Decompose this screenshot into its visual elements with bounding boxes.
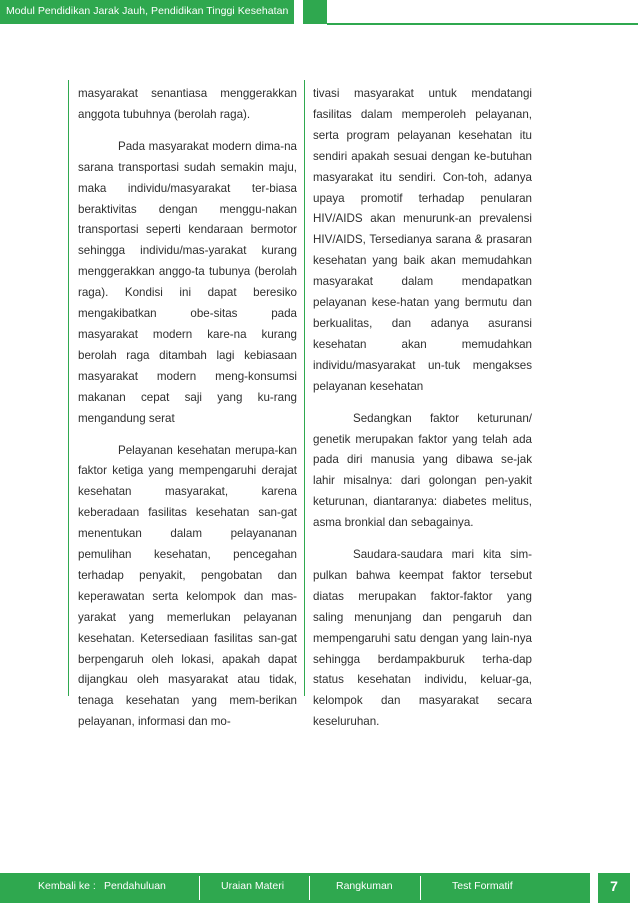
footer-separator	[199, 876, 200, 900]
module-title: Modul Pendidikan Jarak Jauh, Pendidikan Tinggi Kesehatan	[6, 5, 289, 17]
nav-link-pendahuluan[interactable]: Pendahuluan	[104, 880, 166, 892]
paragraph: Pada masyarakat modern dima-na sarana transportasi sudah semakin maju, maka individu/masyarakat ter-biasa beraktivitas dengan menggu-nakan transportasi seperti kendaraan bermotor sehingga individu/mas-yarakat kurang menggerakkan anggo-ta tubunya (berolah raga). Kondisi ini dapat beresiko mengakibatkan obe-sitas pada masyarakat modern kare-na kurang berolah raga ditambah lagi kebiasaan masyarakat modern meng-konsumsi makanan cepat saji yang ku-rang mengandung serat	[78, 139, 297, 425]
center-column-rule	[304, 80, 305, 696]
footer-separator	[309, 876, 310, 900]
right-column	[313, 84, 532, 733]
page-number: 7	[610, 878, 618, 894]
left-column	[78, 84, 297, 733]
paragraph: tivasi masyarakat untuk mendatangi fasilitas dalam memperoleh pelayanan, serta program pelayanan kesehatan itu sendiri apakah sesuai dengan ke-butuhan masyarakat itu sendiri. Con-toh, adanya upaya promotif terhadap penularan HIV/AIDS akan menurunk-an prevalensi HIV/AIDS, Tersedianya sarana & prasaran kesehatan yang baik akan memudahkan masyarakat dalam mendapatkan pelayanan kese-hatan yang bermutu dan berkualitas, dan adanya asuransi kesehatan akan memudahkan individu/masyarakat un-tuk mengakses pelayanan kesehatan	[313, 87, 532, 393]
nav-link-uraian-materi[interactable]: Uraian Materi	[221, 880, 285, 892]
footer-separator	[420, 876, 421, 900]
left-column-rule	[68, 80, 69, 696]
paragraph: Sedangkan faktor keturunan/ genetik merupakan faktor yang telah ada pada diri manusia yang dibawa se-jak lahir misalnya: dari golongan pen-yakit keturunan, diantaranya: diabetes melitus, asma bronkial dan sebagainya.	[313, 411, 532, 530]
header-divider	[327, 23, 638, 25]
back-label: Kembali ke :	[38, 880, 96, 892]
nav-link-rangkuman[interactable]: Rangkuman	[336, 880, 393, 892]
nav-link-test-formatif[interactable]: Test Formatif	[452, 880, 513, 892]
paragraph: Saudara-saudara mari kita sim-pulkan bahwa keempat faktor tersebut diatas merupakan faktor-faktor yang saling menunjang dan pengaruh dan mempengaruhi satu dengan yang lain-nya sehingga berdampakburuk terha-dap status kesehatan individu, keluar-ga, kelompok dan masyarakat secara keseluruhan.	[313, 548, 532, 729]
header-accent-box	[303, 0, 327, 24]
paragraph: Pelayanan kesehatan merupa-kan faktor ketiga yang mempengaruhi derajat kesehatan masyarakat, karena keberadaan fasilitas kesehatan san-gat menentukan dalam pelayananan pemulihan kesehatan, pencegahan terhadap penyakit, pengobatan dan keperawatan serta kelompok dan mas-yarakat yang memerlukan pelayanan kesehatan. Ketersediaan fasilitas san-gat berpengaruh oleh lokasi, apakah dapat dijangkau oleh masyarakat atau tidak, tenaga kesehatan yang mem-berikan pelayanan, informasi dan mo-	[78, 443, 297, 729]
paragraph: masyarakat senantiasa menggerakkan anggota tubuhnya (berolah raga).	[78, 87, 297, 121]
